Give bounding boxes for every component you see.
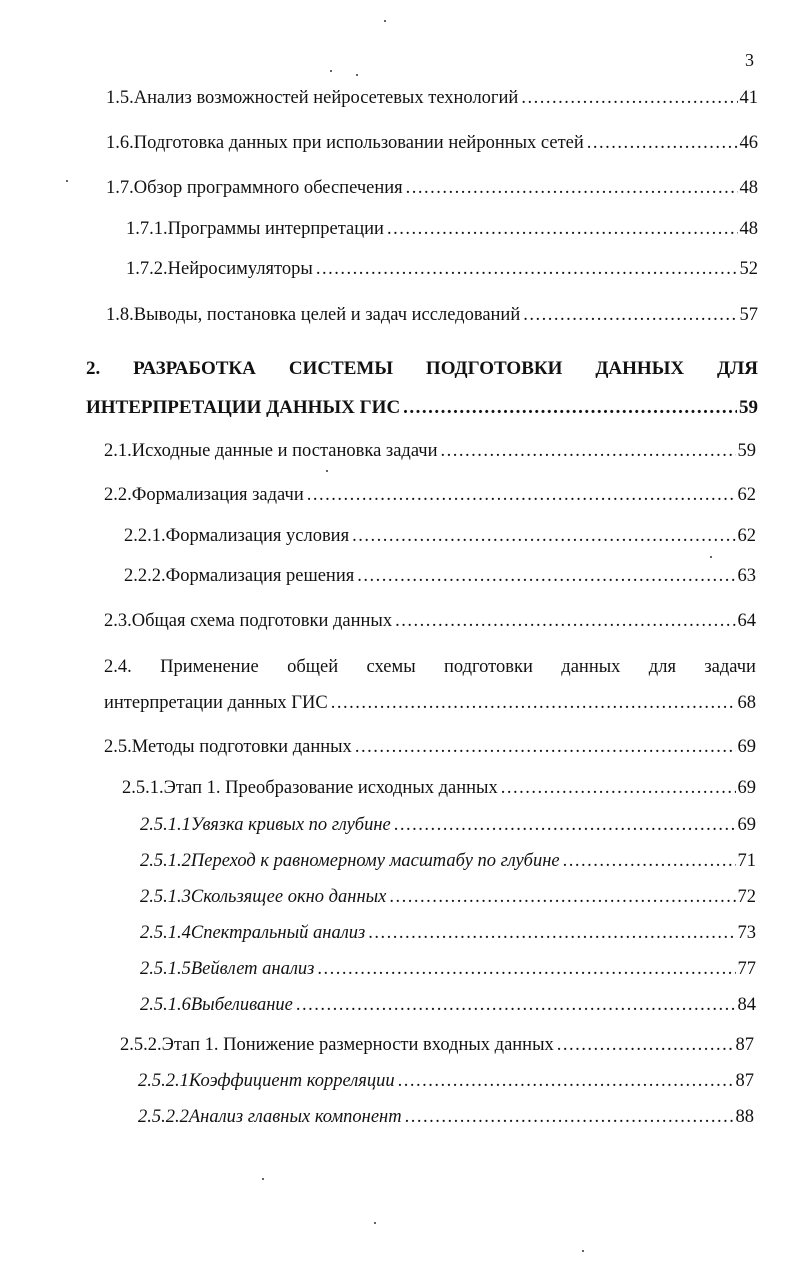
toc-title: Коэффициент корреляции xyxy=(188,1071,395,1091)
leader-dots xyxy=(521,88,737,109)
toc-page: 62 xyxy=(737,485,756,505)
toc-page: 63 xyxy=(737,566,756,586)
toc-page: 52 xyxy=(739,259,758,279)
toc-page: 41 xyxy=(739,88,758,108)
chapter-word: РАЗРАБОТКА xyxy=(133,358,256,379)
toc-number: 1.8. xyxy=(106,305,134,325)
toc-word: задачи xyxy=(704,657,756,677)
toc-entry-2-5-1-5 xyxy=(140,959,756,980)
toc-title: интерпретации данных ГИС xyxy=(104,693,328,713)
toc-page: 57 xyxy=(739,305,758,325)
toc-title: Формализация задачи xyxy=(131,485,304,505)
chapter-2-line2 xyxy=(86,397,758,419)
chapter-word: ПОДГОТОВКИ xyxy=(425,358,563,379)
toc-entry-2-1 xyxy=(104,441,756,462)
toc-title: Выводы, постановка целей и задач исследований xyxy=(133,305,521,325)
scan-speck xyxy=(710,556,712,558)
toc-entry-2-5-1-1 xyxy=(140,815,756,836)
toc-number: 1.6. xyxy=(106,133,134,153)
toc-number: 2.5. xyxy=(104,737,132,757)
toc-title: Программы интерпретации xyxy=(167,219,384,239)
toc-number: 2.5.2.2 xyxy=(138,1107,189,1127)
toc-number: 2.5.1.5 xyxy=(140,959,191,979)
toc-number: 2.5.1.2 xyxy=(140,851,191,871)
toc-number: 2.5.1.6 xyxy=(140,995,191,1015)
toc-page: 62 xyxy=(737,526,756,546)
leader-dots xyxy=(395,611,735,632)
toc-title: Общая схема подготовки данных xyxy=(131,611,393,631)
toc-title: Увязка кривых по глубине xyxy=(190,815,391,835)
toc-title: Этап 1. Преобразование исходных данных xyxy=(163,778,498,798)
leader-dots xyxy=(316,259,738,280)
leader-dots xyxy=(441,441,736,462)
toc-entry-1-7-1 xyxy=(126,219,758,240)
chapter-word: ДЛЯ xyxy=(717,358,758,379)
toc-page: 46 xyxy=(739,133,758,153)
toc-title: Выбеливание xyxy=(190,995,293,1015)
toc-number: 2.5.1.4 xyxy=(140,923,191,943)
toc-page: 87 xyxy=(735,1035,754,1055)
toc-word: данных xyxy=(561,657,621,677)
toc-number: 1.5. xyxy=(106,88,134,108)
toc-title: Этап 1. Понижение размерности входных данных xyxy=(161,1035,554,1055)
toc-title: Вейвлет анализ xyxy=(190,959,315,979)
leader-dots xyxy=(352,526,735,547)
leader-dots xyxy=(394,815,736,836)
toc-page: 64 xyxy=(737,611,756,631)
toc-entry-2-3 xyxy=(104,611,756,632)
toc-title: Формализация решения xyxy=(165,566,355,586)
scan-speck xyxy=(330,70,332,72)
toc-title: Исходные данные и постановка задачи xyxy=(131,441,438,461)
leader-dots xyxy=(317,959,735,980)
toc-number: 2.2.2. xyxy=(124,566,166,586)
toc-number: 2.5.1. xyxy=(122,778,164,798)
toc-entry-2-5-1 xyxy=(122,778,756,799)
chapter-word: ДАННЫХ xyxy=(595,358,685,379)
toc-entry-2-2-2 xyxy=(124,566,756,587)
toc-entry-2-5-2-2 xyxy=(138,1107,754,1128)
toc-word: Применение xyxy=(160,657,259,677)
chapter-number: 2. xyxy=(86,358,101,379)
toc-entry-1-7 xyxy=(106,178,758,199)
leader-dots xyxy=(406,178,738,199)
leader-dots xyxy=(557,1035,734,1056)
toc-entry-2-5-1-2 xyxy=(140,851,756,872)
toc-page: 88 xyxy=(735,1107,754,1127)
scan-speck xyxy=(384,20,386,22)
toc-entry-2-5-1-4 xyxy=(140,923,756,944)
toc-number: 2.5.2. xyxy=(120,1035,162,1055)
toc-page: 59 xyxy=(739,397,758,418)
toc-number: 2.3. xyxy=(104,611,132,631)
toc-title: Нейросимуляторы xyxy=(167,259,313,279)
toc-page: 48 xyxy=(739,178,758,198)
scan-speck xyxy=(66,180,68,182)
toc-number: 2.5.1.1 xyxy=(140,815,191,835)
leader-dots xyxy=(501,778,736,799)
toc-page: 73 xyxy=(737,923,756,943)
toc-title: Методы подготовки данных xyxy=(131,737,352,757)
toc-page: 69 xyxy=(737,778,756,798)
leader-dots xyxy=(331,693,736,714)
scan-speck xyxy=(582,1250,584,1252)
scan-speck xyxy=(326,470,328,472)
page-number: 3 xyxy=(745,50,754,70)
toc-page: 72 xyxy=(737,887,756,907)
toc-entry-1-7-2 xyxy=(126,259,758,280)
toc-entry-2-2-1 xyxy=(124,526,756,547)
toc-entry-1-6 xyxy=(106,133,758,154)
toc-number: 1.7. xyxy=(106,178,134,198)
toc-page: 59 xyxy=(737,441,756,461)
leader-dots xyxy=(405,1107,734,1128)
leader-dots xyxy=(368,923,735,944)
toc-number: 2.5.2.1 xyxy=(138,1071,189,1091)
toc-entry-1-5 xyxy=(106,88,758,109)
toc-number: 2.2. xyxy=(104,485,132,505)
toc-entry-2-5 xyxy=(104,737,756,758)
leader-dots xyxy=(307,485,736,506)
leader-dots xyxy=(355,737,736,758)
leader-dots xyxy=(403,397,737,419)
toc-title: Анализ возможностей нейросетевых технологий xyxy=(133,88,519,108)
toc-number: 2.5.1.3 xyxy=(140,887,191,907)
scan-speck xyxy=(374,1222,376,1224)
toc-title: Анализ главных компонент xyxy=(188,1107,402,1127)
toc-number: 2.2.1. xyxy=(124,526,166,546)
toc-page: 87 xyxy=(735,1071,754,1091)
toc-page: 77 xyxy=(737,959,756,979)
toc-entry-2-4 xyxy=(104,657,756,678)
toc-page: 68 xyxy=(737,693,756,713)
toc-entry-2-4-line2 xyxy=(104,693,756,714)
chapter-2-heading xyxy=(86,358,758,380)
leader-dots xyxy=(398,1071,734,1092)
chapter-word: СИСТЕМЫ xyxy=(288,358,393,379)
toc-word: схемы xyxy=(366,657,416,677)
toc-page: 71 xyxy=(737,851,756,871)
toc-title: Обзор программного обеспечения xyxy=(133,178,403,198)
toc-word: подготовки xyxy=(444,657,533,677)
toc-number: 1.7.2. xyxy=(126,259,168,279)
leader-dots xyxy=(523,305,737,326)
toc-entry-2-5-2 xyxy=(120,1035,754,1056)
toc-title: Скользящее окно данных xyxy=(190,887,387,907)
leader-dots xyxy=(563,851,736,872)
toc-page: 69 xyxy=(737,815,756,835)
toc-number: 2.1. xyxy=(104,441,132,461)
leader-dots xyxy=(357,566,735,587)
leader-dots xyxy=(296,995,736,1016)
toc-title: ИНТЕРПРЕТАЦИИ ДАННЫХ ГИС xyxy=(86,397,401,418)
toc-title: Переход к равномерному масштабу по глубине xyxy=(190,851,560,871)
leader-dots xyxy=(387,219,738,240)
toc-number: 2.4. xyxy=(104,657,132,677)
scan-speck xyxy=(262,1178,264,1180)
toc-title: Спектральный анализ xyxy=(190,923,366,943)
toc-entry-1-8 xyxy=(106,305,758,326)
scan-speck xyxy=(356,74,358,76)
toc-word: общей xyxy=(287,657,339,677)
toc-entry-2-2 xyxy=(104,485,756,506)
toc-entry-2-5-1-3 xyxy=(140,887,756,908)
toc-page: 48 xyxy=(739,219,758,239)
leader-dots xyxy=(587,133,738,154)
toc-page: 69 xyxy=(737,737,756,757)
toc-word: для xyxy=(648,657,676,677)
toc-title: Подготовка данных при использовании нейронных сетей xyxy=(133,133,584,153)
toc-entry-2-5-2-1 xyxy=(138,1071,754,1092)
toc-page: 84 xyxy=(737,995,756,1015)
leader-dots xyxy=(389,887,735,908)
toc-number: 1.7.1. xyxy=(126,219,168,239)
toc-title: Формализация условия xyxy=(165,526,350,546)
toc-entry-2-5-1-6 xyxy=(140,995,756,1016)
